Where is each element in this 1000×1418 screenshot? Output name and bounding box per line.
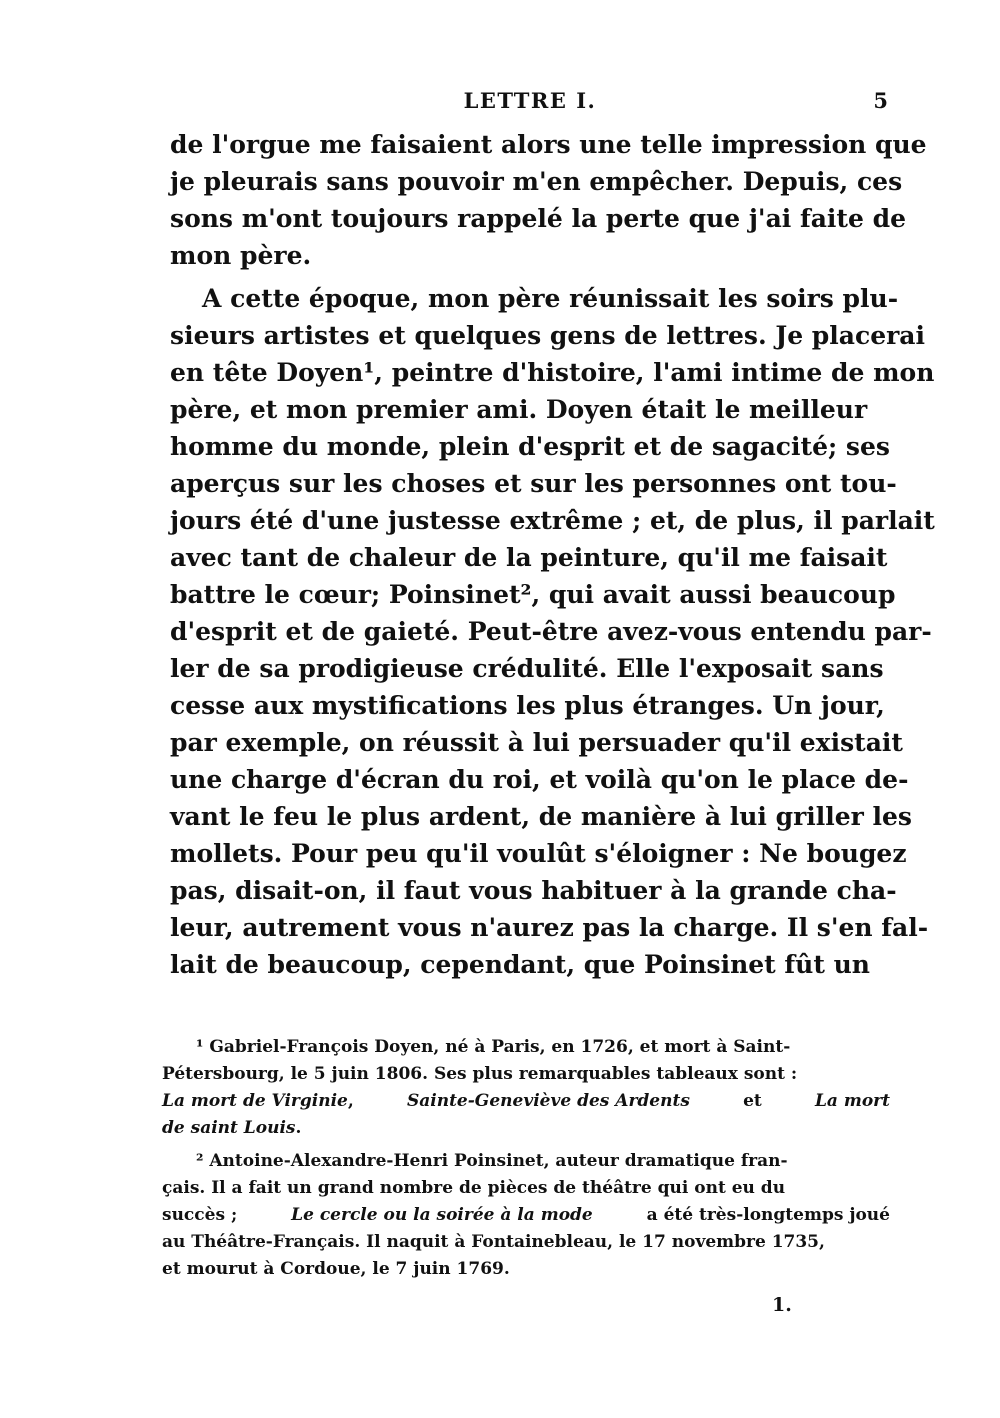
footnote-line: ² Antoine-Alexandre-Henri Poinsinet, auteur dramatique fran-: [196, 1151, 788, 1171]
footnote-line: çais. Il a fait un grand nombre de pièces de théâtre qui ont eu du: [162, 1178, 786, 1198]
text-line: ler de sa prodigieuse crédulité. Elle l'exposait sans: [170, 654, 884, 683]
footnote-line: ¹ Gabriel-François Doyen, né à Paris, en 1726, et mort à Saint-: [196, 1037, 791, 1057]
work-title: La mort: [814, 1091, 890, 1111]
text-line: homme du monde, plein d'esprit et de sagacité; ses: [170, 432, 890, 461]
text-line: pas, disait-on, il faut vous habituer à la grande cha-: [170, 876, 897, 905]
work-title: La mort de Virginie: [162, 1091, 348, 1111]
work-title: Sainte-Geneviève des Ardents: [406, 1091, 690, 1111]
running-head: [170, 88, 890, 116]
signature-mark: 1.: [772, 1294, 792, 1316]
footnote-line: La mort de Virginie, Sainte-Geneviève des Ardents et La mort: [162, 1088, 890, 1115]
footnote-1: [162, 1034, 890, 1142]
footnote-2: [162, 1148, 890, 1283]
text-line: lait de beaucoup, cependant, que Poinsinet fût un: [170, 950, 870, 979]
footnotes: [162, 1034, 890, 1283]
text-line: aperçus sur les choses et sur les personnes ont tou-: [170, 469, 897, 498]
body-text: [170, 126, 935, 983]
footnote-line: au Théâtre-Français. Il naquit à Fontainebleau, le 17 novembre 1735,: [162, 1232, 825, 1252]
text-line: A cette époque, mon père réunissait les soirs plu-: [202, 284, 899, 313]
text-line: jours été d'une justesse extrême ; et, de plus, il parlait: [170, 506, 935, 535]
text-line: je pleurais sans pouvoir m'en empêcher. Depuis, ces: [170, 167, 903, 196]
text-line: père, et mon premier ami. Doyen était le meilleur: [170, 395, 868, 424]
text-line: cesse aux mystifications les plus étranges. Un jour,: [170, 691, 885, 720]
text-line: mon père.: [170, 241, 312, 270]
text-line: par exemple, on réussit à lui persuader qu'il existait: [170, 728, 903, 757]
footnote-line: succès ; Le cercle ou la soirée à la mode a été très-longtemps joué: [162, 1202, 890, 1229]
footnote-line: Pétersbourg, le 5 juin 1806. Ses plus remarquables tableaux sont :: [162, 1064, 798, 1084]
text-line: leur, autrement vous n'aurez pas la charge. Il s'en fal-: [170, 913, 929, 942]
work-title: de saint Louis: [162, 1118, 296, 1138]
text-line: sieurs artistes et quelques gens de lettres. Je placerai: [170, 321, 925, 350]
text-line: d'esprit et de gaieté. Peut-être avez-vous entendu par-: [170, 617, 932, 646]
text-line: de l'orgue me faisaient alors une telle impression que: [170, 130, 927, 159]
footnote-line: et mourut à Cordoue, le 7 juin 1769.: [162, 1259, 510, 1279]
footnote-line: de saint Louis.: [162, 1115, 890, 1142]
page-number: 5: [873, 88, 888, 113]
text-line: battre le cœur; Poinsinet², qui avait aussi beaucoup: [170, 580, 896, 609]
work-title: Le cercle ou la soirée à la mode: [291, 1205, 593, 1225]
text-line: une charge d'écran du roi, et voilà qu'on le place de-: [170, 765, 909, 794]
running-title: LETTRE I.: [463, 88, 597, 113]
text-line: sons m'ont toujours rappelé la perte que j'ai faite de: [170, 204, 906, 233]
text-line: avec tant de chaleur de la peinture, qu'il me faisait: [170, 543, 888, 572]
text-line: en tête Doyen¹, peintre d'histoire, l'ami intime de mon: [170, 358, 935, 387]
text-line: mollets. Pour peu qu'il voulût s'éloigner : Ne bougez: [170, 839, 907, 868]
text-line: vant le feu le plus ardent, de manière à lui griller les: [170, 802, 913, 831]
